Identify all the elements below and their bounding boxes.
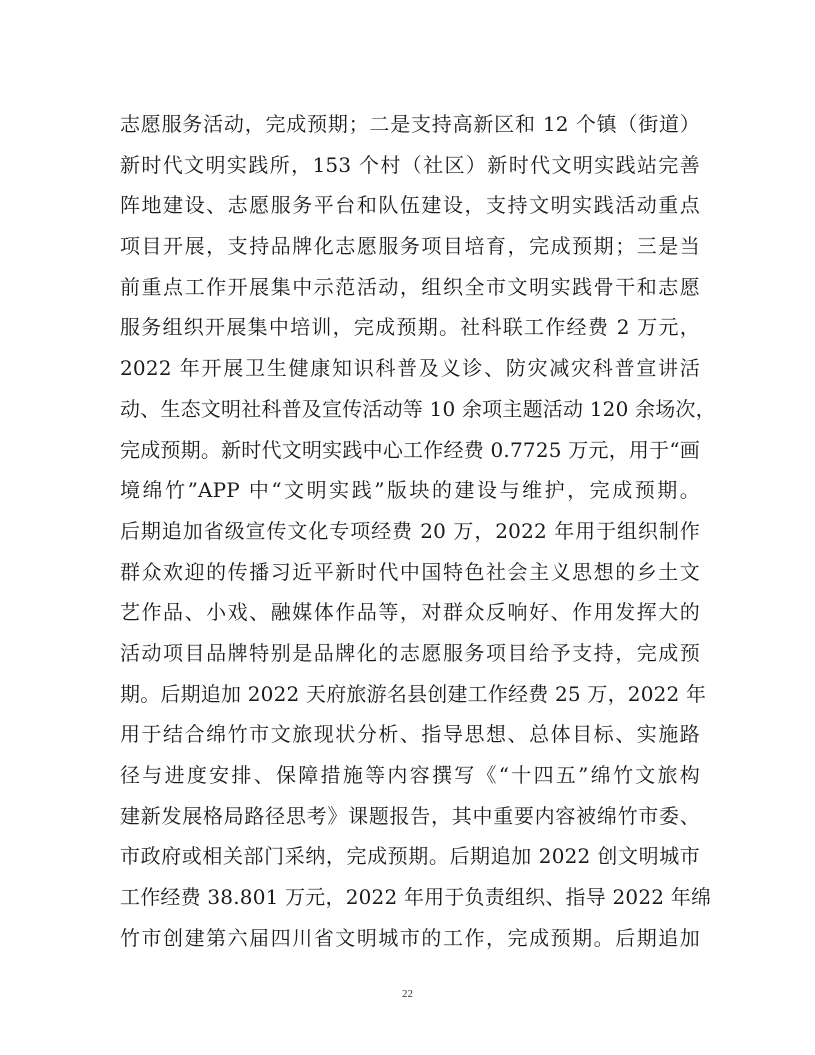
text-line: 市政府或相关部门采纳，完成预期。后期追加 2022 创文明城市 [120, 844, 700, 869]
text-line: 动、生态文明社科普及宣传活动等 10 余项主题活动 120 余场次， [120, 396, 716, 421]
text-line: 径与进度安排、保障措施等内容撰写《“十四五”绵竹文旅构 [120, 763, 700, 787]
text-line: 期。后期追加 2022 天府旅游名县创建工作经费 25 万，2022 年 [120, 681, 707, 706]
text-line: 境绵竹”APP 中“文明实践”版块的建设与维护，完成预期。 [120, 478, 700, 503]
text-line: 阵地建设、志愿服务平台和队伍建设，支持文明实践活动重点 [120, 193, 700, 218]
text-line: 工作经费 38.801 万元，2022 年用于负责组织、指导 2022 年绵 [120, 885, 712, 910]
page-number: 22 [402, 988, 413, 1000]
text-line: 完成预期。新时代文明实践中心工作经费 0.7725 万元，用于“画 [120, 437, 700, 462]
text-line: 新时代文明实践所，153 个村（社区）新时代文明实践站完善 [120, 152, 700, 177]
text-line: 2022 年开展卫生健康知识科普及义诊、防灾减灾科普宣讲活 [120, 356, 700, 381]
text-line: 用于结合绵竹市文旅现状分析、指导思想、总体目标、实施路 [120, 722, 700, 747]
text-line: 群众欢迎的传播习近平新时代中国特色社会主义思想的乡土文 [120, 559, 700, 584]
text-line: 建新发展格局路径思考》课题报告，其中重要内容被绵竹市委、 [120, 803, 700, 828]
text-line: 活动项目品牌特别是品牌化的志愿服务项目给予支持，完成预 [120, 640, 700, 665]
body-paragraph [120, 104, 716, 958]
text-line: 前重点工作开展集中示范活动，组织全市文明实践骨干和志愿 [120, 274, 700, 299]
text-line: 竹市创建第六届四川省文明城市的工作，完成预期。后期追加 [120, 925, 700, 950]
text-line: 志愿服务活动，完成预期；二是支持高新区和 12 个镇（街道） [120, 112, 700, 136]
text-line: 后期追加省级宣传文化专项经费 20 万，2022 年用于组织制作 [120, 518, 700, 543]
text-line: 艺作品、小戏、融媒体作品等，对群众反响好、作用发挥大的 [120, 600, 700, 625]
text-line: 项目开展，支持品牌化志愿服务项目培育，完成预期；三是当 [120, 234, 700, 259]
text-line: 服务组织开展集中培训，完成预期。社科联工作经费 2 万元， [120, 315, 700, 340]
